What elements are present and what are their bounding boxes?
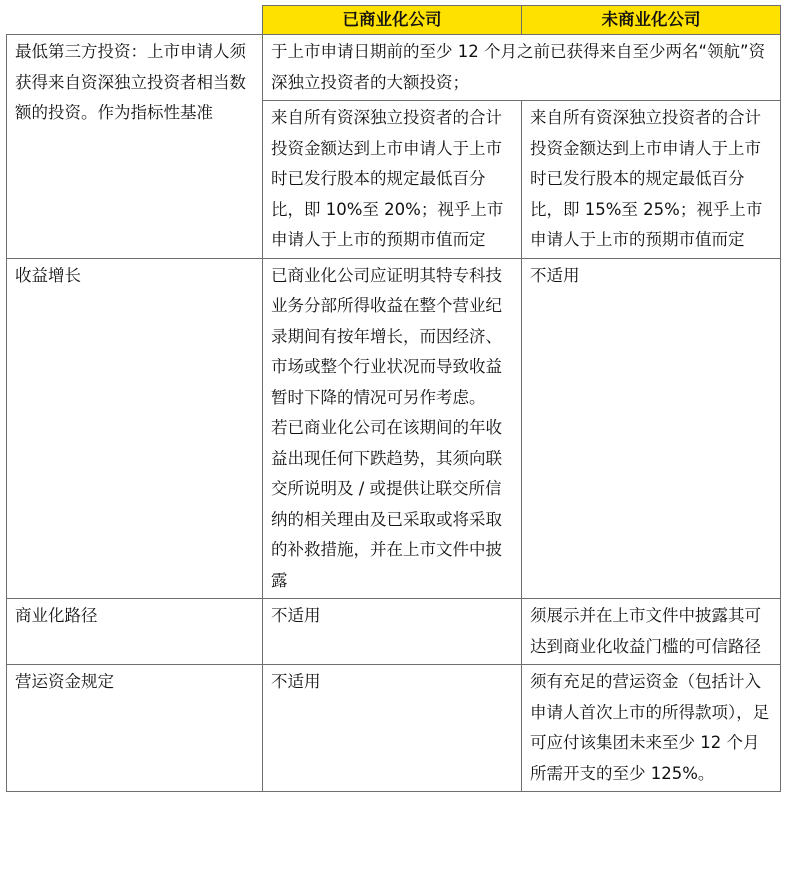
header-commercial-company: 已商业化公司 [263,6,522,35]
header-blank-cell [7,6,263,35]
precommercial-path-cell: 须展示并在上市文件中披露其可达到商业化收益门槛的可信路径 [522,599,781,665]
table-row [7,665,781,792]
header-row [7,6,781,35]
commercial-revenue-cell [263,258,522,599]
row-label-commercialization-path: 商业化路径 [7,599,263,665]
row-label-revenue-growth: 收益增长 [7,258,263,599]
table-row [7,599,781,665]
commercial-revenue-paragraph-2: 若已商业化公司在该期间的年收益出现任何下跌趋势，其须向联交所说明及 / 或提供让联交所信纳的相关理由及已采取或将采取的补救措施，并在上市文件中披露 [271,418,502,590]
table-row [7,258,781,599]
commercial-revenue-paragraph-1: 已商业化公司应证明其特专科技业务分部所得收益在整个营业纪录期间有按年增长，而因经济、市场或整个行业状况而导致收益暂时下降的情况可另作考虑。 [271,265,502,407]
commercial-investment-cell: 来自所有资深独立投资者的合计投资金额达到上市申请人于上市时已发行股本的规定最低百分比，即 10%至 20%；视乎上市申请人于上市的预期市值而定 [263,101,522,259]
commercial-path-cell: 不适用 [263,599,522,665]
row-label-working-capital: 营运资金规定 [7,665,263,792]
header-precommercial-company: 未商业化公司 [522,6,781,35]
shared-requirement-cell: 于上市申请日期前的至少 12 个月之前已获得来自至少两名“领航”资深独立投资者的大额投资； [263,35,781,101]
commercial-working-capital-cell: 不适用 [263,665,522,792]
table-row [7,35,781,101]
precommercial-working-capital-cell: 须有充足的营运资金（包括计入申请人首次上市的所得款项），足可应付该集团未来至少 12 个月所需开支的至少 125%。 [522,665,781,792]
row-label-min-investment: 最低第三方投资：上市申请人须获得来自资深独立投资者相当数额的投资。作为指标性基准 [7,35,263,259]
precommercial-revenue-cell: 不适用 [522,258,781,599]
precommercial-investment-cell: 来自所有资深独立投资者的合计投资金额达到上市申请人于上市时已发行股本的规定最低百分比，即 15%至 25%；视乎上市申请人于上市的预期市值而定 [522,101,781,259]
listing-requirements-table [6,5,781,792]
